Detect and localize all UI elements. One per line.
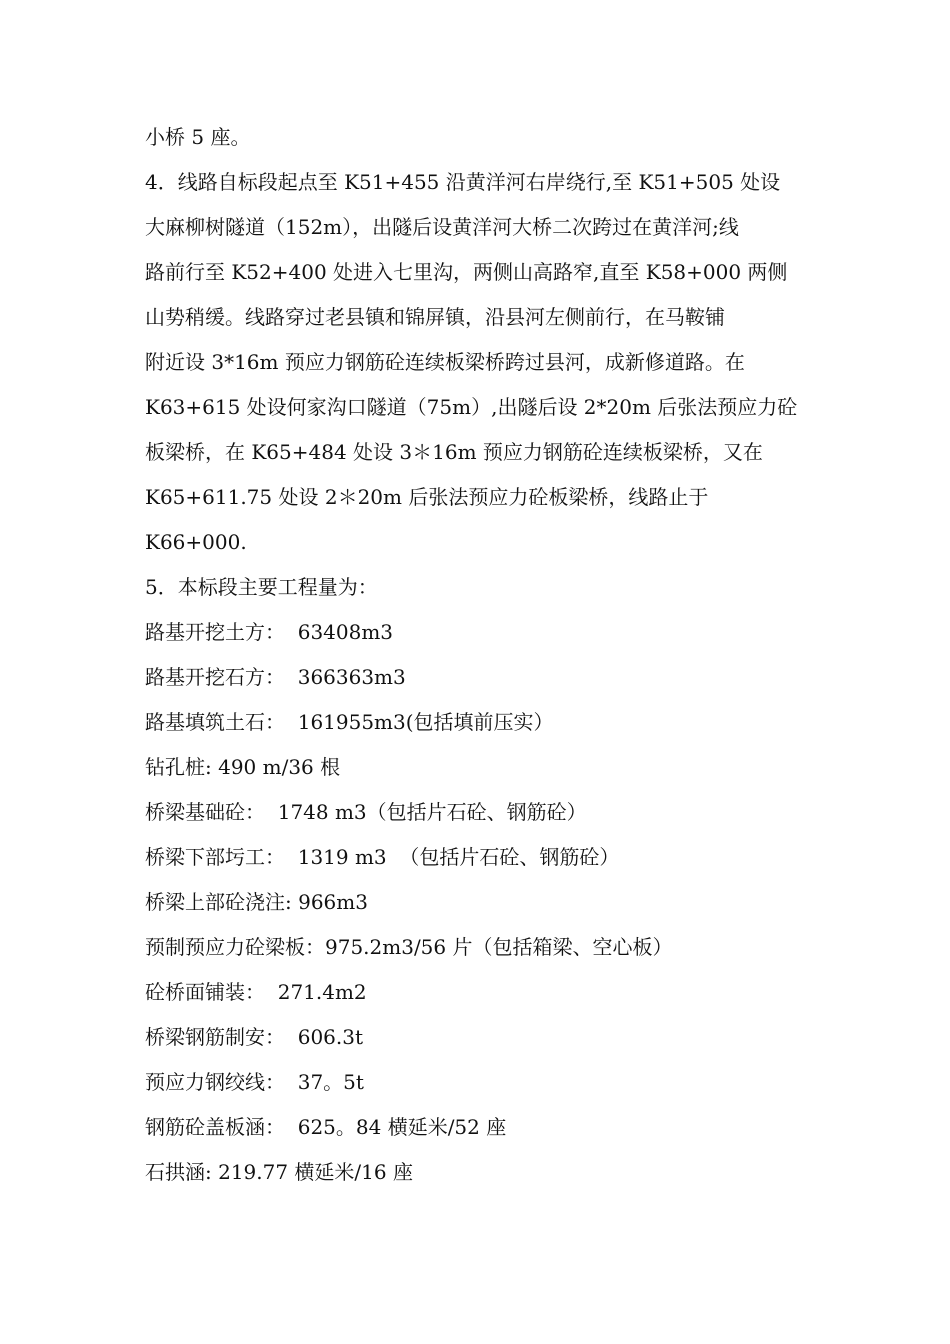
document-body — [145, 115, 825, 1195]
quantity-item: 桥梁上部砼浇注: 966m3 — [145, 890, 368, 914]
quantity-item: 桥梁基础砼： 1748 m3（包括片石砼、钢筋砼） — [145, 800, 587, 824]
text-line-3: 大麻柳树隧道（152m），出隧后设黄洋河大桥二次跨过在黄洋河;线 — [145, 215, 739, 239]
section-heading: 5．本标段主要工程量为： — [145, 575, 378, 599]
text-line-8: 板梁桥，在 K65+484 处设 3＊16m 预应力钢筋砼连续板梁桥，又在 — [145, 440, 763, 464]
quantity-item: 桥梁钢筋制安： 606.3t — [145, 1025, 364, 1049]
quantity-item: 预应力钢绞线： 37。5t — [145, 1070, 364, 1094]
text-line-5: 山势稍缓。线路穿过老县镇和锦屏镇，沿县河左侧前行，在马鞍铺 — [145, 305, 725, 329]
quantity-item: 路基填筑土石： 161955m3(包括填前压实） — [145, 710, 554, 734]
text-line-9: K65+611.75 处设 2＊20m 后张法预应力砼板梁桥，线路止于 — [145, 485, 709, 509]
quantity-item: 钢筋砼盖板涵： 625。84 横延米/52 座 — [145, 1115, 507, 1139]
quantity-item: 路基开挖石方： 366363m3 — [145, 665, 406, 689]
text-line-10: K66+000. — [145, 530, 247, 554]
quantity-item: 桥梁下部圬工： 1319 m3 （包括片石砼、钢筋砼） — [145, 845, 620, 869]
text-line-1: 小桥 5 座。 — [145, 125, 251, 149]
text-line-2: 4．线路自标段起点至 K51+455 沿黄洋河右岸绕行,至 K51+505 处设 — [145, 170, 781, 194]
text-line-4: 路前行至 K52+400 处进入七里沟，两侧山高路窄,直至 K58+000 两侧 — [145, 260, 788, 284]
quantity-item: 石拱涵: 219.77 横延米/16 座 — [145, 1160, 413, 1184]
quantity-item: 砼桥面铺装： 271.4m2 — [145, 980, 367, 1004]
quantity-item: 钻孔桩: 490 m/36 根 — [145, 755, 341, 779]
quantity-item: 预制预应力砼梁板：975.2m3/56 片（包括箱梁、空心板） — [145, 935, 673, 959]
text-line-6: 附近设 3*16m 预应力钢筋砼连续板梁桥跨过县河，成新修道路。在 — [145, 350, 745, 374]
text-line-7: K63+615 处设何家沟口隧道（75m）,出隧后设 2*20m 后张法预应力砼 — [145, 395, 798, 419]
quantity-item: 路基开挖土方： 63408m3 — [145, 620, 394, 644]
